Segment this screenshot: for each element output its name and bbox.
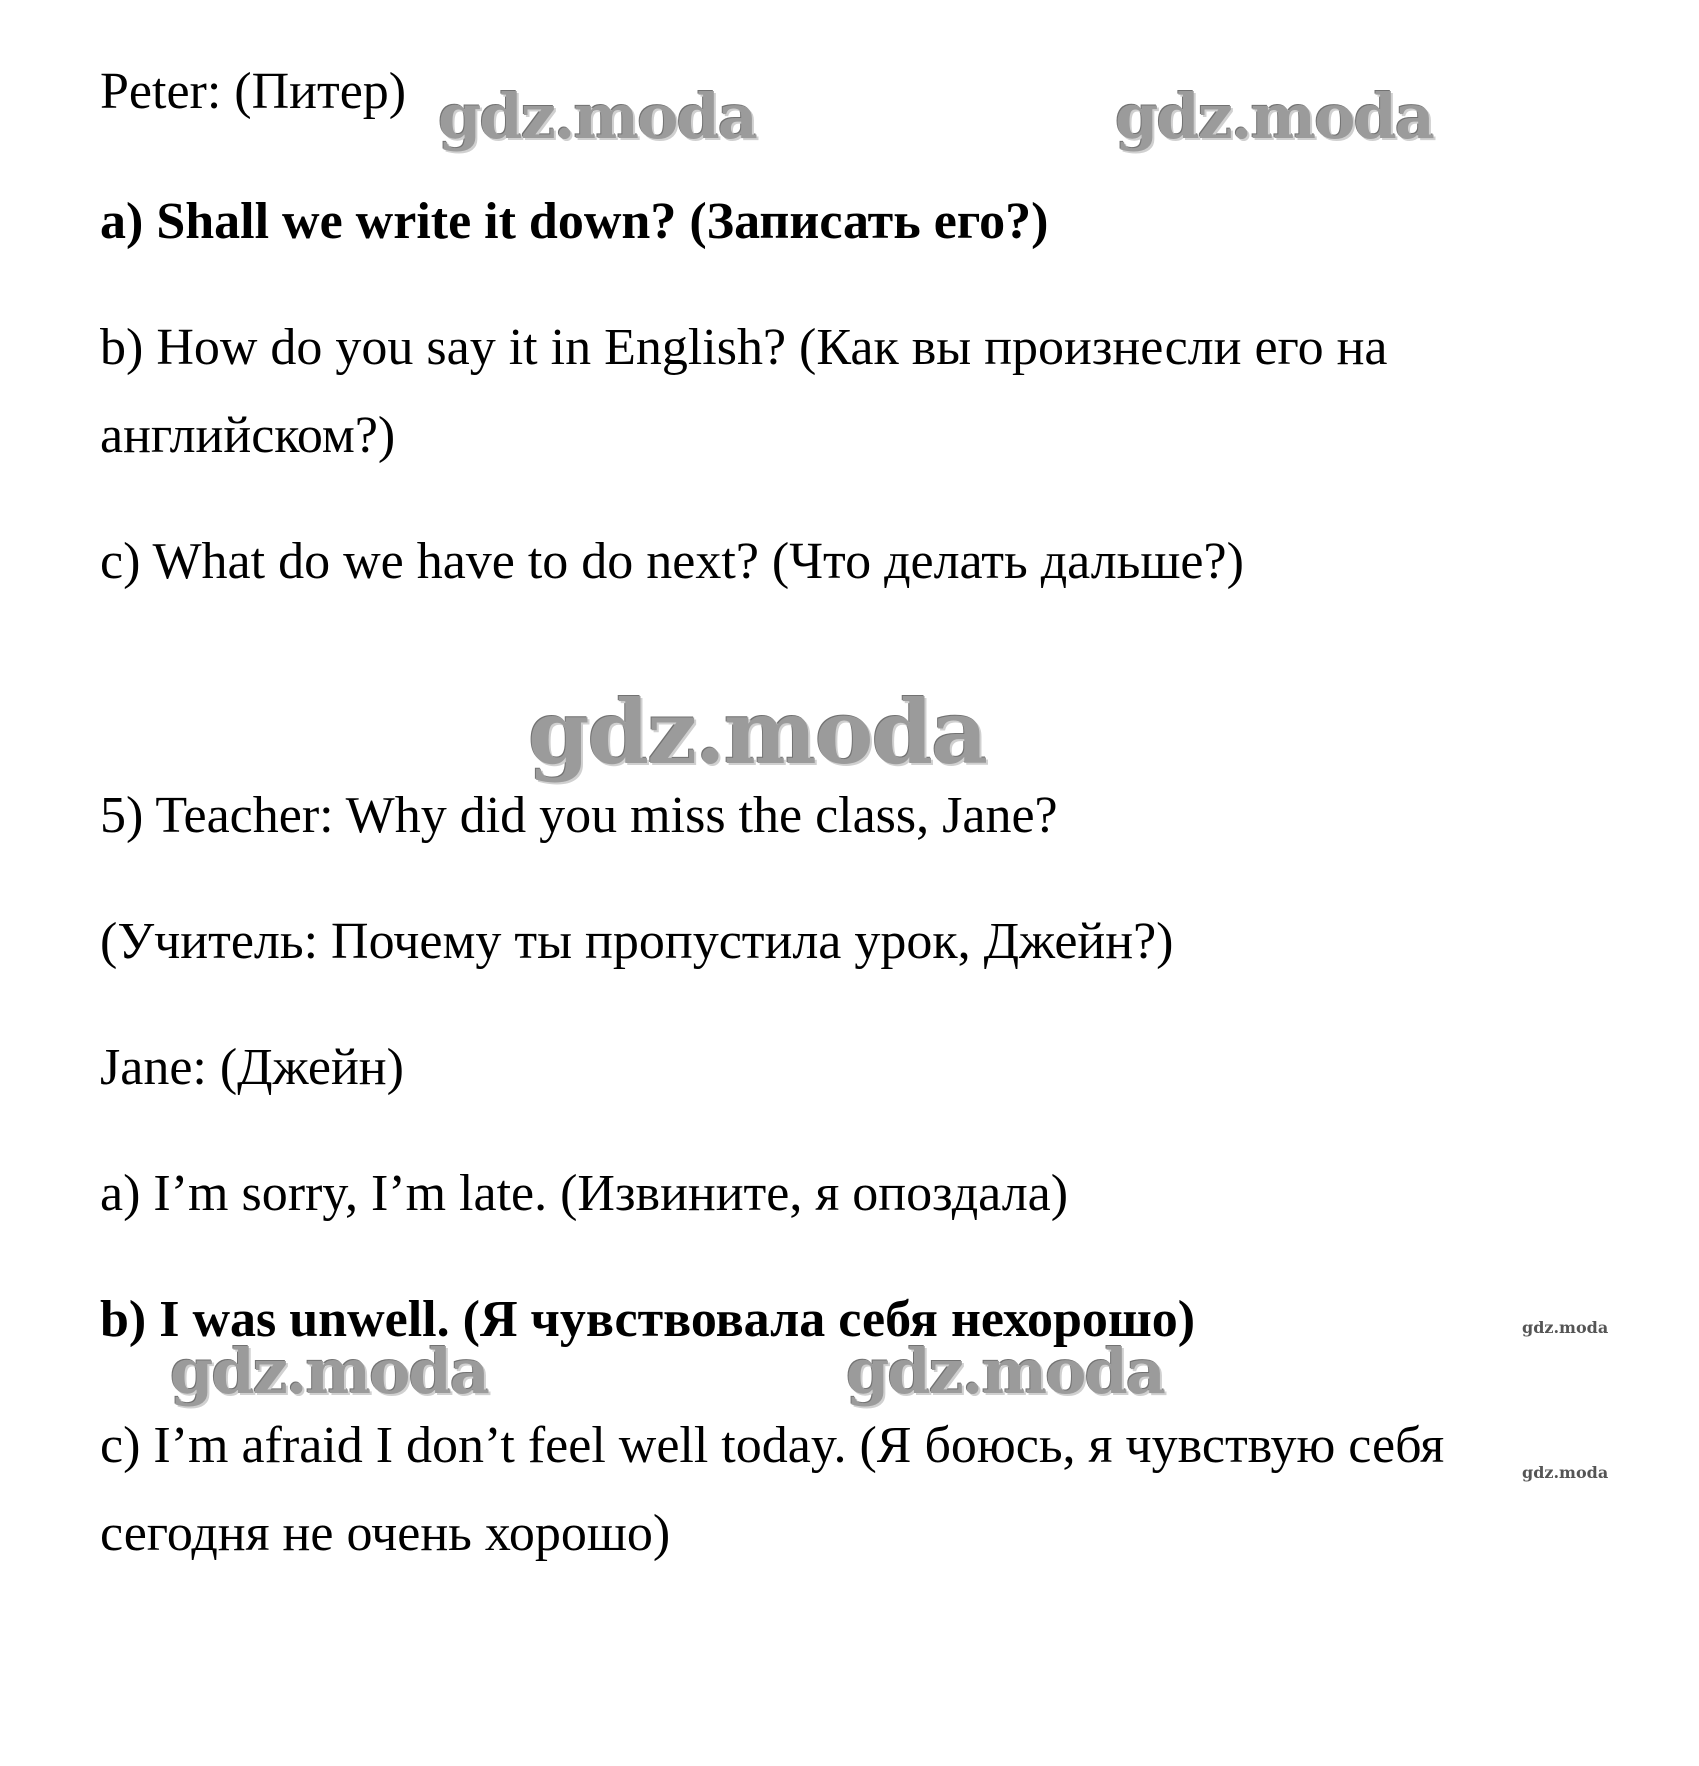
watermark: gdz.moda [170, 1335, 488, 1408]
watermark-small: gdz.moda [1522, 1318, 1609, 1337]
line-option-a-bold: a) Shall we write it down? (Записать его?) [100, 193, 1049, 250]
watermark: gdz.moda [438, 80, 756, 153]
line-jane-option-c: c) I’m afraid I don’t feel well today. (Я боюсь, я чувствую себя [100, 1417, 1445, 1474]
watermark-small: gdz.moda [1522, 1463, 1609, 1482]
line-option-b-cont: английском?) [100, 407, 396, 464]
line-option-c: c) What do we have to do next? (Что делать дальше?) [100, 533, 1244, 590]
line-teacher-question: 5) Teacher: Why did you miss the class, Jane? [100, 787, 1058, 844]
line-jane-option-a: a) I’m sorry, I’m late. (Извините, я опоздала) [100, 1165, 1069, 1222]
line-peter: Peter: (Питер) [100, 63, 407, 120]
watermark: gdz.moda [846, 1335, 1164, 1408]
watermark: gdz.moda [528, 680, 987, 784]
watermark: gdz.moda [1115, 80, 1433, 153]
line-jane-option-b-bold: b) I was unwell. (Я чувствовала себя нехорошо) [100, 1291, 1196, 1348]
line-option-b: b) How do you say it in English? (Как вы произнесли его на [100, 319, 1388, 376]
line-teacher-translation: (Учитель: Почему ты пропустила урок, Джейн?) [100, 913, 1174, 970]
line-jane-option-c-cont: сегодня не очень хорошо) [100, 1505, 671, 1562]
line-jane: Jane: (Джейн) [100, 1039, 404, 1096]
